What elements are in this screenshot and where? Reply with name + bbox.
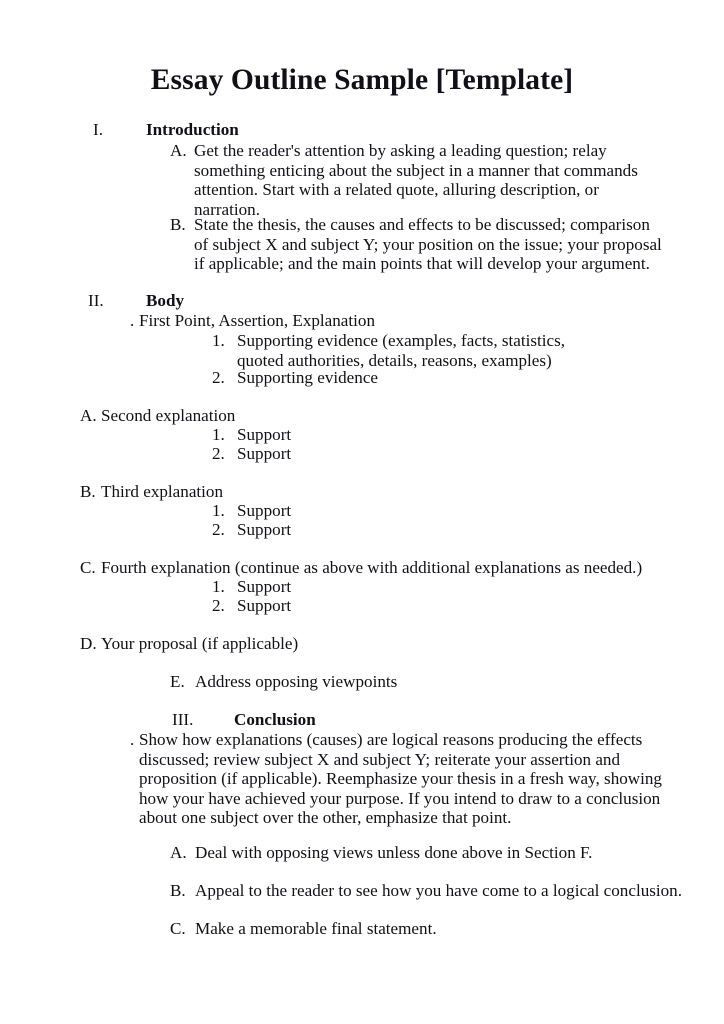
section-numeral-i: I. [93,120,103,139]
list-item: State the thesis, the causes and effects to be discussed; comparison of subject X and subject Y; your position on the issue; your proposal if applicable; and the main points that will develop your argument. [194,215,662,274]
list-item: Supporting evidence [237,368,378,387]
list-item: Deal with opposing views unless done above in Section F. [195,843,593,862]
list-marker: 1. [212,425,225,444]
list-item: First Point, Assertion, Explanation [139,311,375,330]
list-item: Supporting evidence (examples, facts, statistics, quoted authorities, details, reasons, examples) [237,331,566,370]
list-marker: 1. [212,331,225,350]
list-marker: A. [170,141,187,160]
list-marker: B. [80,482,96,501]
list-marker: E. [170,672,185,691]
section-numeral-ii: II. [88,291,104,310]
list-marker: 1. [212,501,225,520]
section-numeral-iii: III. [172,710,194,729]
list-marker: C. [80,558,96,577]
list-item: Third explanation [101,482,223,501]
orphan-list-marker: . [130,311,135,330]
list-marker: A. [80,406,97,425]
list-item: Support [237,501,292,520]
list-item: Support [237,577,292,596]
list-item: Support [237,520,292,539]
list-marker: A. [170,843,187,862]
page-title: Essay Outline Sample [Template] [150,64,574,96]
list-item: Support [237,425,292,444]
orphan-list-marker: . [130,730,135,749]
list-marker: C. [170,919,186,938]
list-marker: D. [80,634,97,653]
list-item: Fourth explanation (continue as above with additional explanations as needed.) [101,558,643,577]
section-heading-introduction: Introduction [146,120,239,139]
conclusion-summary-paragraph: Show how explanations (causes) are logical reasons producing the effects discussed; review subject X and subject Y; reiterate your assertion and proposition (if applicable). Reemphasize your thesis in a fresh way, showing how your have achieved your purpose. If you intend to draw to a conclusion about one subject over the other, emphasize that point. [139,730,662,828]
list-marker: B. [170,881,186,900]
section-heading-body: Body [146,291,185,310]
list-item: Make a memorable final statement. [195,919,437,938]
list-item: Support [237,596,292,615]
list-item: Your proposal (if applicable) [101,634,299,653]
list-marker: 1. [212,577,225,596]
list-marker: 2. [212,368,225,387]
section-heading-conclusion: Conclusion [234,710,316,729]
list-marker: 2. [212,596,225,615]
list-item: Get the reader's attention by asking a leading question; relay something enticing about the subject in a manner that commands attention. Start with a related quote, alluring description, or narration. [194,141,638,219]
list-item: Support [237,444,292,463]
list-marker: 2. [212,520,225,539]
list-item: Address opposing viewpoints [195,672,398,691]
list-item: Second explanation [101,406,236,425]
list-item: Appeal to the reader to see how you have come to a logical conclusion. [195,881,683,900]
list-marker: 2. [212,444,225,463]
list-marker: B. [170,215,186,234]
